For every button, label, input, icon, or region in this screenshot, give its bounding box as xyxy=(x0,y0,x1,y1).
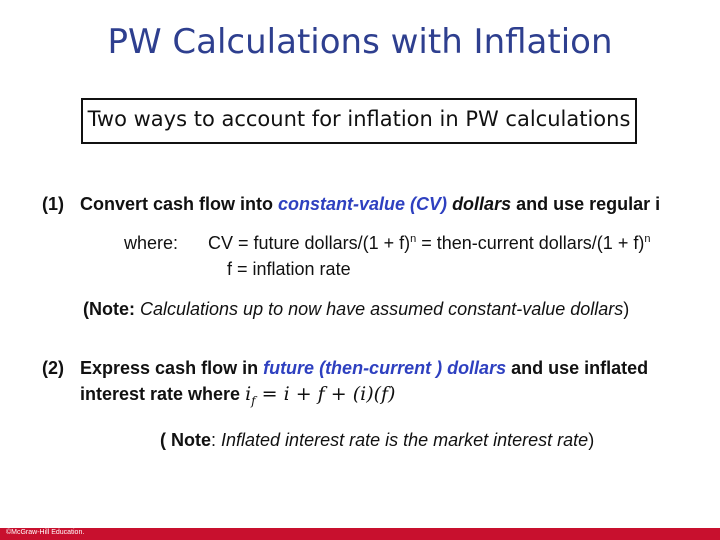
method-2-number: (2) xyxy=(42,358,64,378)
method-1-highlight: constant-value (CV) xyxy=(278,194,448,214)
formula-rhs: = i + f + (i)(f) xyxy=(255,383,396,405)
method-2-note-close: ) xyxy=(588,430,595,450)
footer-bar xyxy=(0,528,720,540)
copyright-text: ©McGraw-Hill Education. xyxy=(6,529,85,536)
method-2-note xyxy=(160,430,594,451)
method-2-text-b: and use inflated xyxy=(506,358,649,378)
where-label: where: xyxy=(124,233,179,253)
slide-subtitle: Two ways to account for inflation in PW calculations xyxy=(87,107,631,131)
formula-lhs: i xyxy=(245,383,252,405)
cv-formula-exp-1: n xyxy=(410,233,417,245)
method-2-line2 xyxy=(80,383,395,408)
method-2-note-colon: : xyxy=(211,430,222,450)
cv-formula-part1: CV = future dollars/(1 + f) xyxy=(208,233,411,253)
method-1-note-text: Calculations up to now have assumed constant-value dollars xyxy=(135,299,624,319)
method-2-text-a: Express cash flow in xyxy=(80,358,264,378)
slide-title: PW Calculations with Inflation xyxy=(107,22,613,62)
method-1-note-close: ) xyxy=(623,299,630,319)
method-1-note xyxy=(83,299,629,320)
method-1-heading xyxy=(80,194,660,215)
inflation-rate-line: f = inflation rate xyxy=(227,259,351,279)
cv-formula-part2: = then-current dollars/(1 + f) xyxy=(416,233,645,253)
method-1-note-label: (Note: xyxy=(83,299,135,319)
method-1-text-c: and use regular i xyxy=(511,194,661,214)
method-2-heading xyxy=(80,358,648,379)
inflated-rate-formula xyxy=(245,383,396,408)
formula-sub: f xyxy=(251,393,256,408)
method-2-highlight: future (then-current ) dollars xyxy=(263,358,507,378)
method-1-text-a: Convert cash flow into xyxy=(80,194,279,214)
method-1-text-b: dollars xyxy=(447,194,512,214)
method-2-note-label: ( Note xyxy=(160,430,211,450)
method-2-line2-text: interest rate where xyxy=(80,384,246,404)
method-2-note-text: Inflated interest rate is the market interest rate xyxy=(221,430,589,450)
method-1-number: (1) xyxy=(42,194,64,214)
cv-formula xyxy=(208,233,650,254)
cv-formula-exp-2: n xyxy=(644,233,651,245)
